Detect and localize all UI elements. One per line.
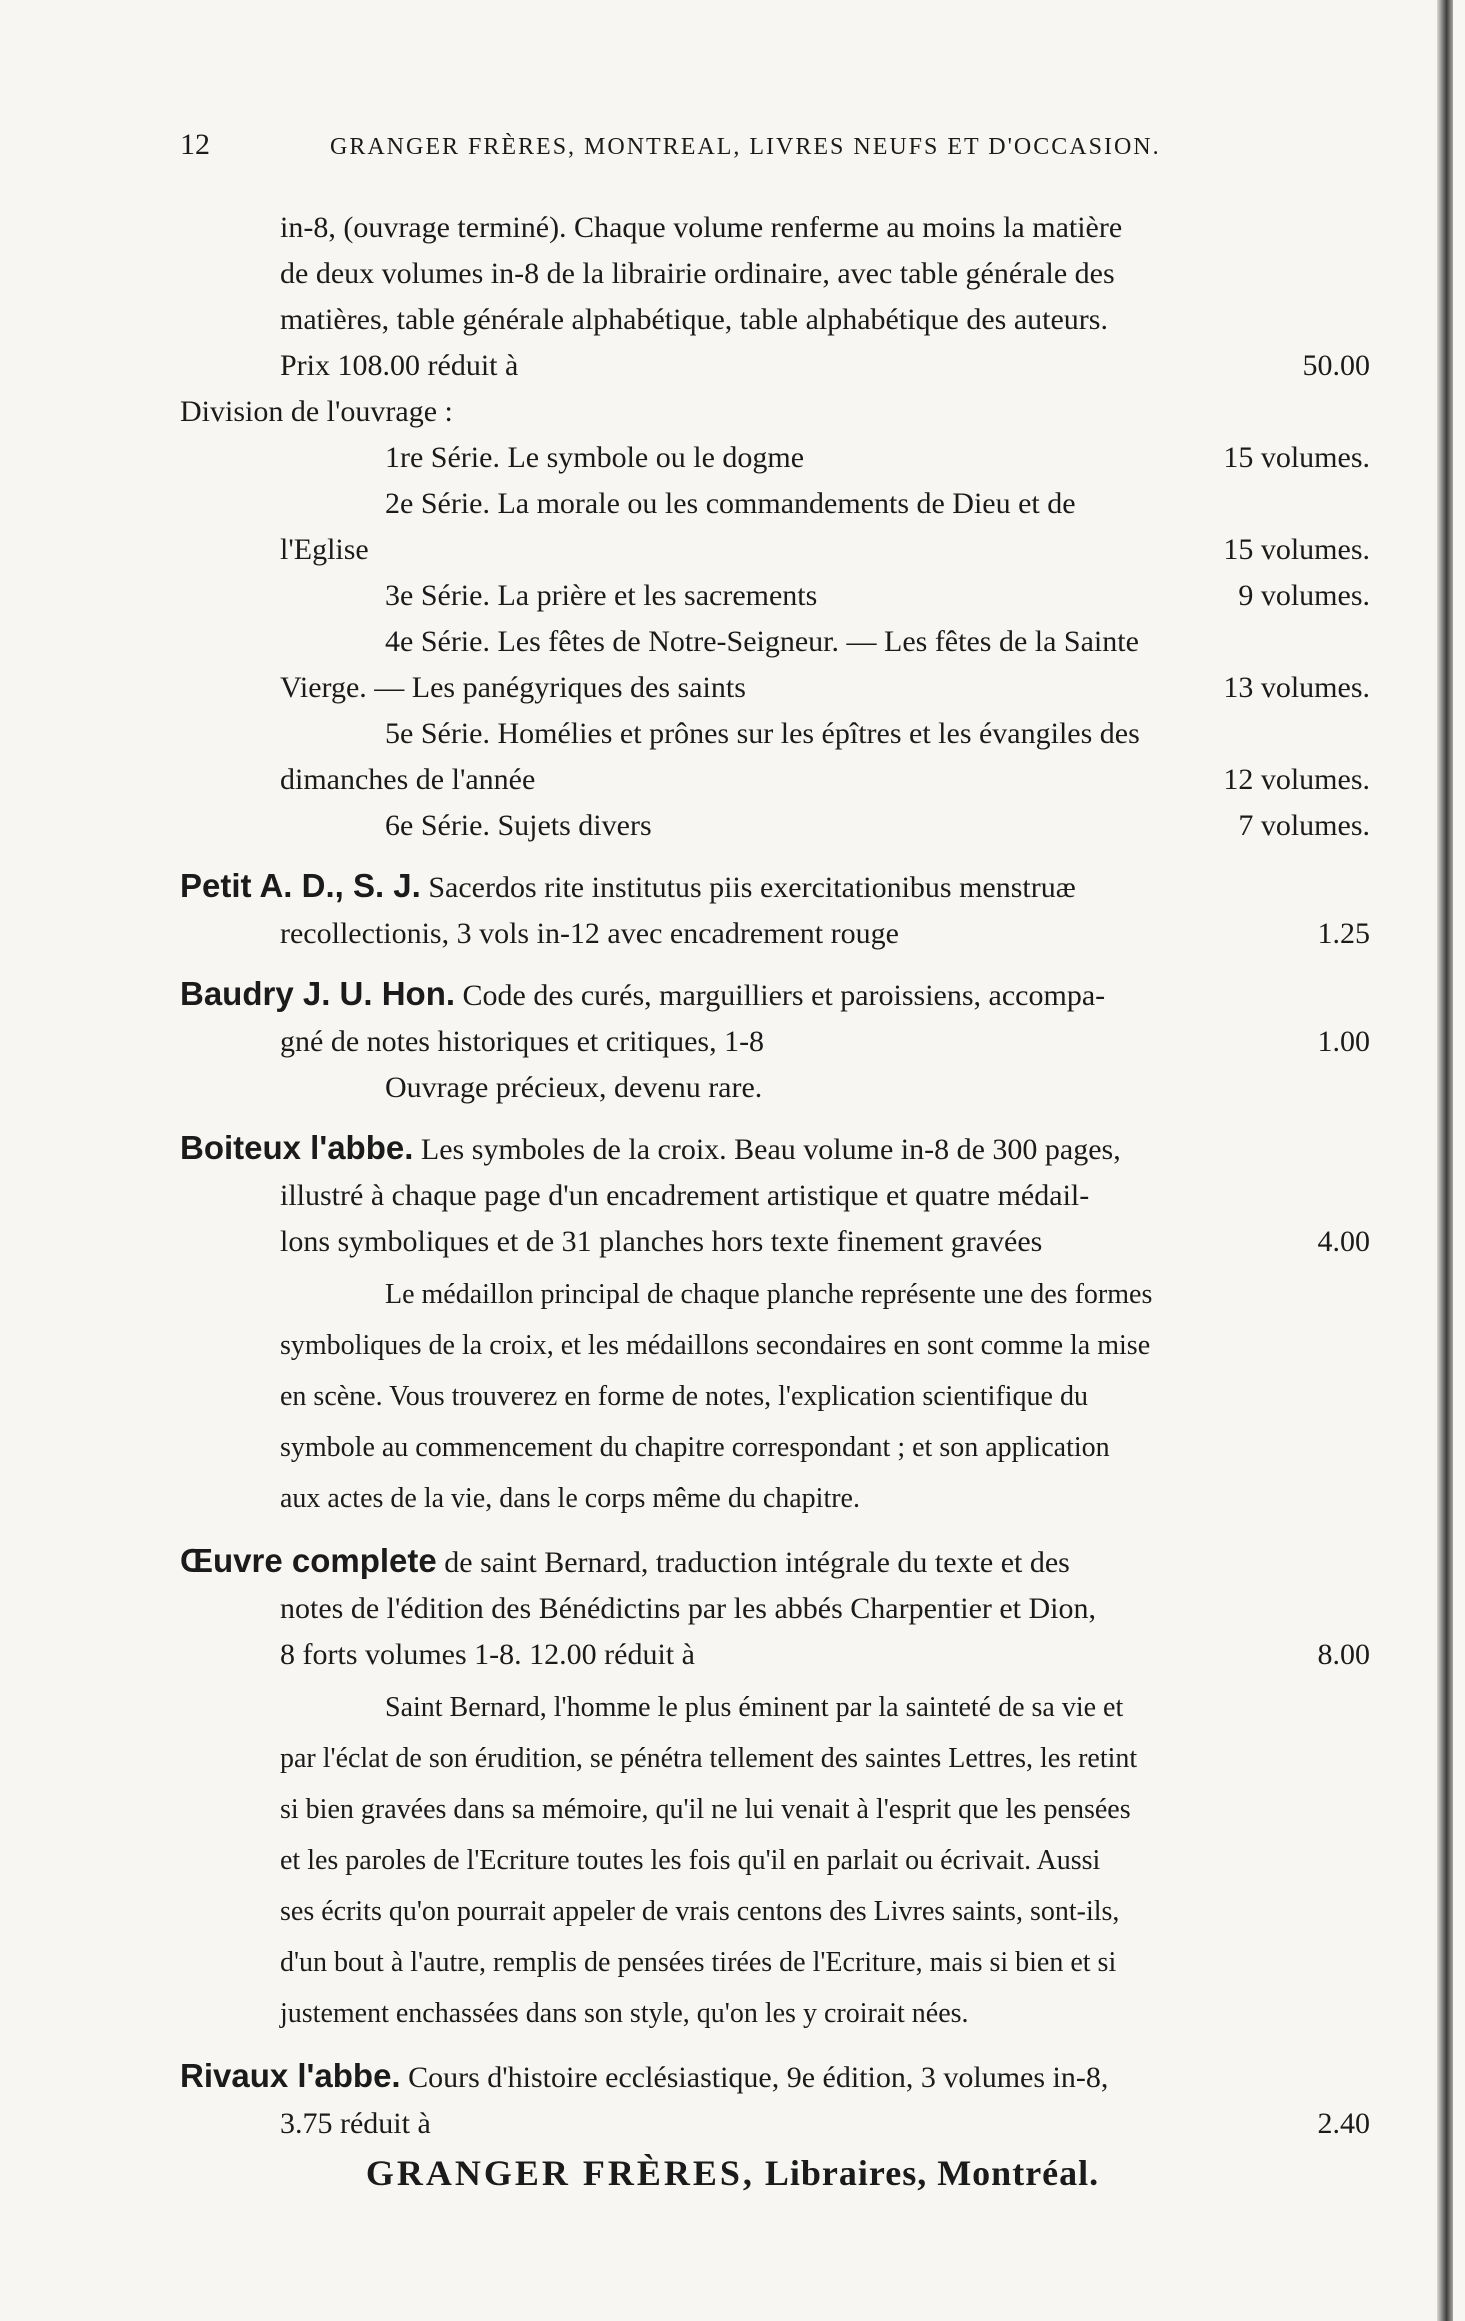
entry-description: par l'éclat de son érudition, se pénétra tellement des saintes Lettres, les retint — [280, 1743, 1138, 1774]
entry-price: 8.00 — [1317, 1638, 1370, 1671]
entry-note: Ouvrage précieux, devenu rare. — [385, 1071, 763, 1104]
page-footer — [0, 2152, 1465, 2194]
catalog-entry-boiteux — [180, 1125, 1370, 1524]
catalog-content — [180, 205, 1370, 2147]
footer-location: Libraires, Montréal. — [764, 2153, 1100, 2193]
entry-description: d'un bout à l'autre, remplis de pensées tirées de l'Ecriture, mais si bien et si — [280, 1947, 1117, 1978]
entry-text: de saint Bernard, traduction intégrale du texte et des — [444, 1546, 1070, 1579]
series-text: 1re Série. Le symbole ou le dogme — [385, 441, 805, 474]
series-volumes: 13 volumes. — [1223, 671, 1370, 704]
series-item-cont — [180, 665, 1370, 711]
series-volumes: 15 volumes. — [1223, 441, 1370, 474]
series-volumes: 9 volumes. — [1238, 579, 1370, 612]
entry-description: en scène. Vous trouverez en forme de notes, l'explication scientifique du — [280, 1381, 1088, 1412]
running-title: GRANGER FRÈRES, MONTREAL, LIVRES NEUFS ET D'OCCASION. — [330, 134, 1161, 160]
price-value: 50.00 — [1302, 349, 1370, 382]
series-item — [180, 573, 1370, 619]
series-item: 5e Série. Homélies et prônes sur les épîtres et les évangiles des — [385, 717, 1140, 750]
entry-author: Rivaux l'abbe. — [180, 2057, 401, 2094]
series-item: 4e Série. Les fêtes de Notre-Seigneur. — Les fêtes de la Sainte — [385, 625, 1139, 658]
entry-author: Petit A. D., S. J. — [180, 867, 421, 904]
series-text: 3e Série. La prière et les sacrements — [385, 579, 818, 612]
series-item — [180, 803, 1370, 849]
series-item — [180, 435, 1370, 481]
series-text: 6e Série. Sujets divers — [385, 809, 652, 842]
series-text: Vierge. — Les panégyriques des saints — [280, 671, 746, 704]
entry-text: illustré à chaque page d'un encadrement artistique et quatre médail- — [280, 1179, 1090, 1212]
entry-price: 4.00 — [1317, 1225, 1370, 1258]
intro-line: de deux volumes in-8 de la librairie ordinaire, avec table générale des — [280, 257, 1115, 290]
entry-description: symbole au commencement du chapitre correspondant ; et son application — [280, 1432, 1110, 1463]
entry-description: Saint Bernard, l'homme le plus éminent par la sainteté de sa vie et — [385, 1692, 1124, 1723]
footer-publisher: GRANGER FRÈRES, — [365, 2153, 755, 2193]
catalog-entry-baudry — [180, 971, 1370, 1111]
entry-description: symboliques de la croix, et les médaillons secondaires en sont comme la mise — [280, 1330, 1151, 1361]
entry-description: ses écrits qu'on pourrait appeler de vrais centons des Livres saints, sont-ils, — [280, 1896, 1120, 1927]
series-text: dimanches de l'année — [280, 763, 536, 796]
page-edge-shadow — [1437, 0, 1453, 2321]
catalog-entry-bernard — [180, 1538, 1370, 2039]
entry-text: gné de notes historiques et critiques, 1-8 — [280, 1025, 765, 1058]
entry-price: 1.00 — [1317, 1025, 1370, 1058]
series-volumes: 15 volumes. — [1223, 533, 1370, 566]
entry-text: 8 forts volumes 1-8. 12.00 réduit à — [280, 1638, 695, 1671]
price-label: Prix 108.00 réduit à — [280, 349, 519, 382]
entry-author: Œuvre complete — [180, 1542, 437, 1579]
entry-text: Code des curés, marguilliers et paroissiens, accompa- — [462, 979, 1106, 1012]
entry-author: Boiteux l'abbe. — [180, 1129, 414, 1166]
entry-description: aux actes de la vie, dans le corps même du chapitre. — [280, 1483, 860, 1514]
entry-description: justement enchassées dans son style, qu'on les y croirait nées. — [280, 1998, 969, 2029]
series-volumes: 12 volumes. — [1223, 763, 1370, 796]
entry-description: Le médaillon principal de chaque planche représente une des formes — [385, 1279, 1153, 1310]
entry-author: Baudry J. U. Hon. — [180, 975, 456, 1012]
entry-price: 1.25 — [1317, 917, 1370, 950]
series-volumes: 7 volumes. — [1238, 809, 1370, 842]
entry-price: 2.40 — [1317, 2107, 1370, 2140]
division-heading: Division de l'ouvrage : — [180, 395, 453, 428]
entry-text: notes de l'édition des Bénédictins par les abbés Charpentier et Dion, — [280, 1592, 1097, 1625]
series-item-cont — [180, 757, 1370, 803]
intro-line: matières, table générale alphabétique, table alphabétique des auteurs. — [280, 303, 1108, 336]
entry-text: Cours d'histoire ecclésiastique, 9e édition, 3 volumes in-8, — [408, 2061, 1109, 2094]
intro-line: in-8, (ouvrage terminé). Chaque volume renferme au moins la matière — [280, 211, 1123, 244]
entry-text: lons symboliques et de 31 planches hors texte finement gravées — [280, 1225, 1043, 1258]
catalog-entry-petit — [180, 863, 1370, 957]
series-item: 2e Série. La morale ou les commandements de Dieu et de — [385, 487, 1076, 520]
entry-text: recollectionis, 3 vols in-12 avec encadrement rouge — [280, 917, 899, 950]
series-text: l'Eglise — [280, 533, 369, 566]
catalog-entry-rivaux — [180, 2053, 1370, 2147]
entry-description: si bien gravées dans sa mémoire, qu'il ne lui venait à l'esprit que les pensées — [280, 1794, 1131, 1825]
entry-text: 3.75 réduit à — [280, 2107, 431, 2140]
page-number: 12 — [180, 128, 210, 161]
series-item-cont — [180, 527, 1370, 573]
entry-text: Les symboles de la croix. Beau volume in-8 de 300 pages, — [420, 1133, 1121, 1166]
entry-description: et les paroles de l'Ecriture toutes les fois qu'il en parlait ou écrivait. Aussi — [280, 1845, 1101, 1876]
entry-text: Sacerdos rite institutus piis exercitationibus menstruæ — [428, 871, 1076, 904]
intro-price-row — [180, 343, 1370, 389]
